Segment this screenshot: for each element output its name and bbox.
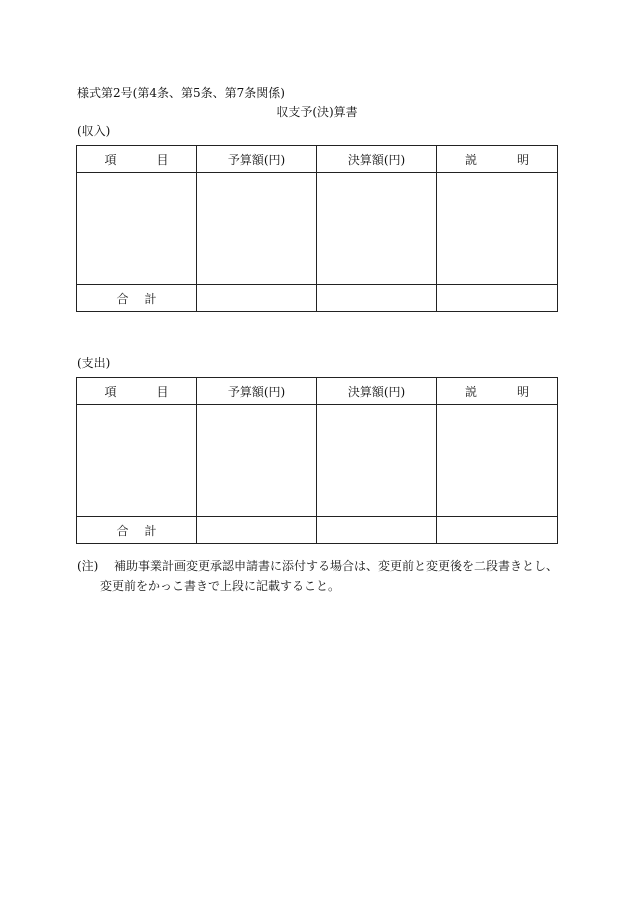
- col-item-label: [105, 383, 169, 400]
- income-section-label: (収入): [77, 124, 111, 138]
- note-mark: (注): [77, 559, 99, 573]
- form-number: 様式第2号(第4条、第5条、第7条関係): [77, 86, 285, 100]
- col-item-char1: 項: [104, 384, 117, 399]
- total-char1: 合: [116, 291, 129, 306]
- income-description-cell[interactable]: [437, 173, 558, 285]
- expense-total-settlement-cell[interactable]: [317, 517, 437, 544]
- col-description-char1: 説: [465, 384, 478, 399]
- expense-total-budget-cell[interactable]: [197, 517, 317, 544]
- total-label: [117, 290, 157, 307]
- income-total-label: [77, 285, 197, 312]
- note-first-line: [77, 556, 567, 576]
- expense-total-description-cell[interactable]: [437, 517, 558, 544]
- total-char2: 計: [144, 523, 157, 538]
- income-col-item: [77, 146, 197, 173]
- total-label: [117, 522, 157, 539]
- expense-col-description: [437, 378, 558, 405]
- expense-budget-cell[interactable]: [197, 405, 317, 517]
- col-description-label: [465, 151, 529, 168]
- col-description-label: [465, 383, 529, 400]
- document-title: 収支予(決)算書: [276, 105, 358, 119]
- expense-col-settlement: 決算額(円): [317, 378, 437, 405]
- note-text-line2: 変更前をかっこ書きで上段に記載すること。: [100, 579, 341, 593]
- expense-settlement-cell[interactable]: [317, 405, 437, 517]
- income-col-description: [437, 146, 558, 173]
- col-item-label: [105, 151, 169, 168]
- income-table: [76, 145, 558, 312]
- col-description-char2: 明: [516, 384, 529, 399]
- col-description-char2: 明: [516, 152, 529, 167]
- total-char2: 計: [144, 291, 157, 306]
- income-header-row: [77, 146, 558, 173]
- income-col-budget: 予算額(円): [197, 146, 317, 173]
- expense-description-cell[interactable]: [437, 405, 558, 517]
- expense-table: [76, 377, 558, 544]
- note: [77, 556, 567, 596]
- income-total-row: [77, 285, 558, 312]
- col-item-char2: 目: [156, 384, 169, 399]
- expense-col-budget: 予算額(円): [197, 378, 317, 405]
- col-item-char2: 目: [156, 152, 169, 167]
- expense-body-row: [77, 405, 558, 517]
- income-col-settlement: 決算額(円): [317, 146, 437, 173]
- col-description-char1: 説: [465, 152, 478, 167]
- expense-item-cell[interactable]: [77, 405, 197, 517]
- income-total-budget-cell[interactable]: [197, 285, 317, 312]
- expense-section-label: (支出): [77, 356, 111, 370]
- income-body-row: [77, 173, 558, 285]
- expense-total-row: [77, 517, 558, 544]
- expense-col-item: [77, 378, 197, 405]
- income-total-settlement-cell[interactable]: [317, 285, 437, 312]
- income-item-cell[interactable]: [77, 173, 197, 285]
- expense-header-row: [77, 378, 558, 405]
- income-total-description-cell[interactable]: [437, 285, 558, 312]
- income-budget-cell[interactable]: [197, 173, 317, 285]
- col-item-char1: 項: [104, 152, 117, 167]
- income-settlement-cell[interactable]: [317, 173, 437, 285]
- note-text-line1: 補助事業計画変更承認申請書に添付する場合は、変更前と変更後を二段書きとし、: [114, 559, 559, 573]
- expense-total-label: [77, 517, 197, 544]
- total-char1: 合: [116, 523, 129, 538]
